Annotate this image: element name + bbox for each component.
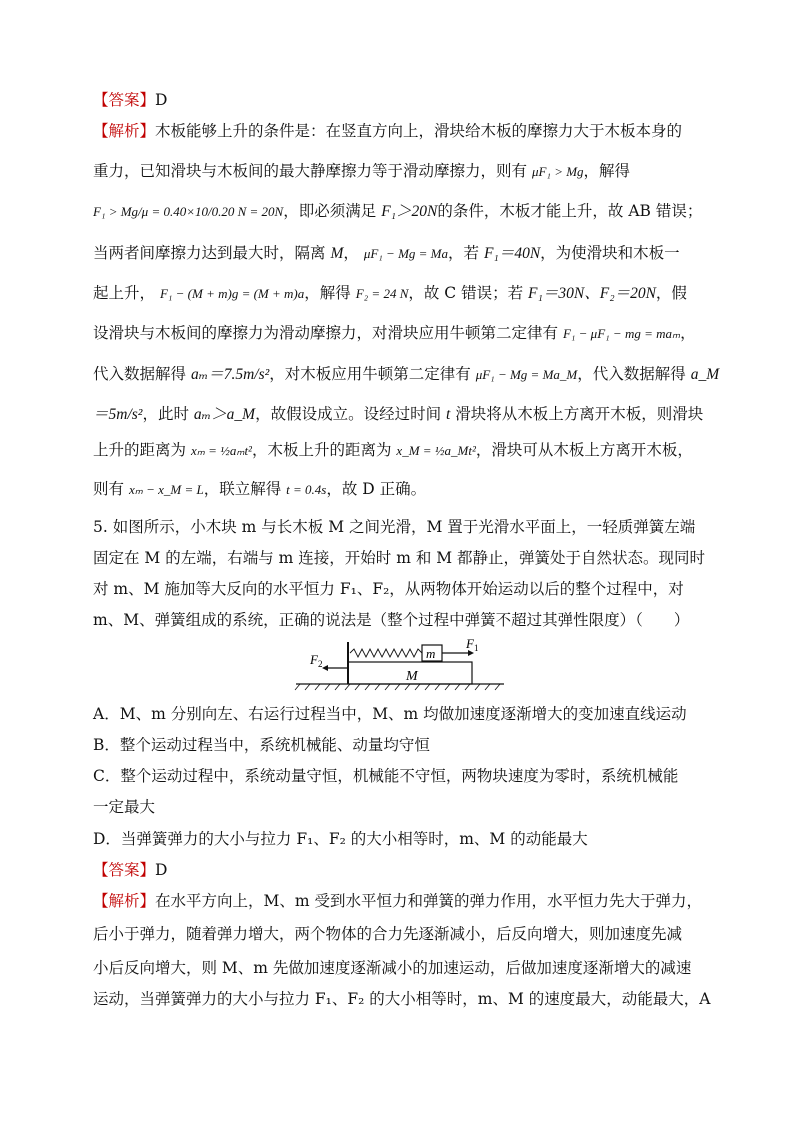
- inline-formula: xₘ = ½aₘt²: [190, 443, 252, 458]
- question-5-line-2: 固定在 M 的左端，右端与 m 连接，开始时 m 和 M 都静止，弹簧处于自然状态。现同时: [93, 549, 706, 567]
- analysis-text: ，代入数据解得: [577, 365, 686, 383]
- analysis-text: 当两者间摩擦力达到最大时，隔离: [93, 244, 326, 262]
- analysis-text: M: [330, 245, 344, 262]
- label-F1: $F_1$: [466, 638, 479, 653]
- analysis-line-1: [93, 121, 682, 141]
- analysis-text: ，对木板应用牛顿第二定律有: [269, 365, 471, 383]
- analysis-line-9: [93, 440, 693, 461]
- analysis-text: ，故 C 错误；若: [408, 284, 524, 302]
- inline-formula: μF₁ − Mg = Ma_M: [475, 367, 578, 382]
- analysis-text: ，联立解得: [203, 480, 282, 498]
- analysis-text: 重力，已知滑块与木板间的最大静摩擦力等于滑动摩擦力，则有: [93, 162, 528, 180]
- analysis-text: 在水平方向上，M、m 受到水平恒力和弹簧的弹力作用，水平恒力先大于弹力，: [155, 892, 703, 910]
- analysis-text: ，假: [655, 284, 687, 302]
- question-5-line-4: m、M、弹簧组成的系统，正确的说法是（整个过程中弹簧不超过其弹性限度）（ ）: [93, 611, 690, 629]
- analysis-text: 代入数据解得: [93, 365, 187, 383]
- analysis-text: ，解得: [304, 284, 351, 302]
- analysis-text: ，木板上升的距离为: [251, 441, 392, 459]
- analysis-text: ，故 D 正确。: [326, 480, 427, 498]
- analysis-text: ，为使滑块和木板一: [540, 244, 680, 262]
- question-5-line-3: 对 m、M 施加等大反向的水平恒力 F₁、F₂，从两物体开始运动以后的整个过程中，对: [93, 580, 684, 598]
- label-F2: $F_2$: [310, 652, 323, 669]
- analysis-2-line-3: 小后反向增大，则 M、m 先做加速度逐渐减小的加速运动，后做加速度逐渐增大的减速: [93, 959, 692, 977]
- inline-formula: μF₁ − Mg = Ma: [363, 246, 449, 261]
- analysis-line-5: [93, 283, 687, 304]
- analysis-tag: 【解析】: [93, 122, 156, 140]
- label-M: M: [406, 669, 418, 684]
- analysis-text: ，: [680, 324, 696, 342]
- analysis-text: 上升的距离为: [93, 441, 187, 459]
- option-a: A．M、m 分别向左、右运行过程当中，M、m 均做加速度逐渐增大的变加速直线运动: [93, 705, 687, 723]
- inline-formula: F₁ > Mg/μ = 0.40×10/0.20 N = 20N: [93, 204, 284, 219]
- spring: [350, 649, 422, 657]
- inline-formula: F₁ − (M + m)g = (M + m)a: [159, 286, 305, 301]
- inline-formula: μF₁ > Mg: [531, 164, 584, 179]
- analysis-text: ，故假设成立。设经过时间: [255, 405, 442, 423]
- analysis-line-8: [93, 404, 703, 425]
- analysis-line-3: [93, 201, 702, 222]
- analysis-text: ＝5m/s²: [93, 406, 143, 423]
- analysis-text: ，此时: [142, 405, 189, 423]
- inline-formula: xₘ − x_M = L: [128, 482, 204, 497]
- option-c-line-1: C．整个运动过程中，系统动量守恒，机械能不守恒，两物块速度为零时，系统机械能: [93, 767, 679, 785]
- analysis-text: t: [446, 406, 451, 423]
- analysis-text: aₘ＞a_M: [193, 406, 256, 423]
- analysis-text: 滑块将从木板上方离开木板，则滑块: [455, 405, 704, 423]
- analysis-text: a_M: [690, 366, 720, 383]
- inline-formula: F₁ − μF₁ − mg = maₘ: [562, 326, 681, 341]
- analysis-line-10: [93, 479, 426, 500]
- analysis-tag: 【解析】: [93, 892, 156, 910]
- analysis-line-6: [93, 323, 696, 344]
- analysis-line-4: 当两者间摩擦力达到最大时，隔离 M， μF₁ − Mg = Ma，若 F₁＝40N，为使滑块和木板一: [93, 244, 680, 262]
- spring-block-figure: [290, 638, 510, 694]
- answer-tag: 【答案】: [93, 861, 156, 879]
- inline-formula: F₂ = 24 N: [355, 286, 409, 301]
- analysis-text: 起上升，: [93, 284, 156, 302]
- question-5-line-1: 5. 如图所示，小木块 m 与长木板 M 之间光滑，M 置于光滑水平面上，一轻质弹簧左端: [93, 518, 696, 536]
- analysis-2-line-2: 后小于弹力，随着弹力增大，两个物体的合力先逐渐减小，后反向增大，则加速度先减: [93, 925, 683, 943]
- answer-value: D: [155, 861, 168, 879]
- option-b: B．整个运动过程当中，系统机械能、动量均守恒: [93, 736, 430, 754]
- analysis-text: F₁＝40N: [483, 245, 541, 262]
- analysis-text: ，若: [448, 244, 480, 262]
- answer-line-2: [93, 860, 167, 880]
- analysis-text: 设滑块与木板间的摩擦力为滑动摩擦力，对滑块应用牛顿第二定律有: [93, 324, 559, 342]
- label-m: m: [426, 646, 436, 661]
- inline-formula: t = 0.4s: [286, 482, 327, 497]
- inline-formula: x_M = ½a_Mt²: [396, 443, 476, 458]
- analysis-text: aₘ＝7.5m/s²: [190, 366, 270, 383]
- analysis-line-2: [93, 161, 630, 182]
- analysis-2-line-4: 运动，当弹簧弹力的大小与拉力 F₁、F₂ 的大小相等时，m、M 的速度最大，动能最大，A: [93, 990, 711, 1008]
- analysis-text: 的条件，木板才能上升，故 AB 错误；: [437, 202, 703, 220]
- analysis-2-line-1: [93, 891, 702, 911]
- analysis-text: 则有: [93, 480, 125, 498]
- option-c-line-2: 一定最大: [93, 798, 156, 816]
- arrow-F2-head: [322, 665, 328, 671]
- analysis-text: ，解得: [583, 162, 631, 180]
- ground-hatch: [295, 684, 500, 690]
- answer-line-1: [93, 90, 167, 110]
- analysis-text: ，滑块可从木板上方离开木板，: [475, 441, 693, 459]
- answer-tag: 【答案】: [93, 91, 156, 109]
- analysis-line-7: [93, 364, 719, 385]
- option-d: D．当弹簧弹力的大小与拉力 F₁、F₂ 的大小相等时，m、M 的动能最大: [93, 830, 588, 848]
- answer-value: D: [155, 91, 168, 109]
- analysis-text: 木板能够上升的条件是：在竖直方向上，滑块给木板的摩擦力大于木板本身的: [155, 122, 683, 140]
- analysis-text: F₁＞20N: [381, 203, 438, 220]
- analysis-text: F₁＝30N、F₂＝20N: [528, 285, 656, 302]
- analysis-text: ，即必须满足: [283, 202, 377, 220]
